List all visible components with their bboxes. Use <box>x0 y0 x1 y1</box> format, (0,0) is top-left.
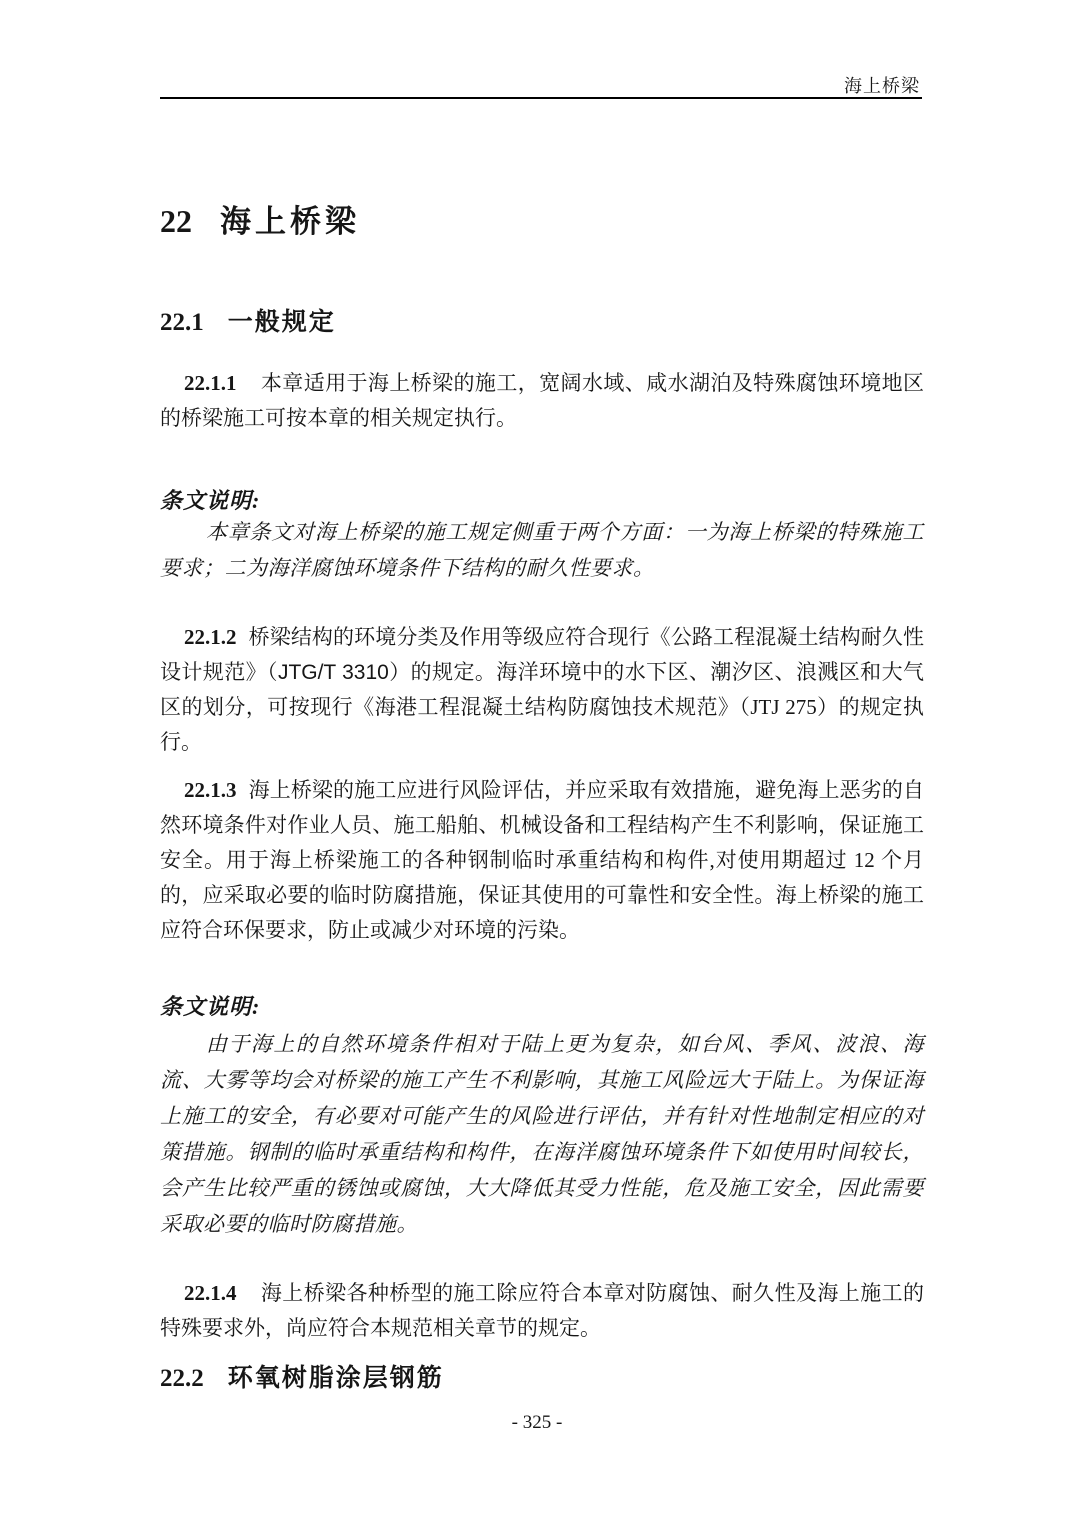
commentary-2-label: 条文说明: <box>160 994 261 1019</box>
page-header <box>160 72 920 98</box>
clause-22-1-4 <box>160 1276 924 1346</box>
clause-text: 本章适用于海上桥梁的施工，宽阔水域、咸水湖泊及特殊腐蚀环境地区的桥梁施工可按本章的相关规定执行。 <box>160 371 924 430</box>
chapter-title: 海上桥梁 <box>220 204 360 239</box>
clause-22-1-1 <box>160 366 924 436</box>
chapter-heading <box>160 196 360 241</box>
chapter-number: 22 <box>160 203 192 239</box>
clause-number: 22.1.2 <box>184 625 237 649</box>
clause-22-1-3 <box>160 773 924 948</box>
clause-22-1-2 <box>160 620 924 760</box>
section-title: 一般规定 <box>227 308 336 336</box>
running-title: 海上桥梁 <box>844 76 920 96</box>
section-title: 环氧树脂涂层钢筋 <box>227 1364 444 1392</box>
clause-text-part2: ）的规定。海洋环境中的水下区、潮汐区、浪溅区和大气区的划分，可按现行《海港工程混凝土结构防腐蚀技术规范》（JTJ 275）的规定执行。 <box>160 660 924 754</box>
standard-code: JTG/T 3310 <box>277 661 389 684</box>
section-number: 22.2 <box>160 1365 204 1392</box>
section-number: 22.1 <box>160 309 204 336</box>
page-footer <box>0 1412 1074 1434</box>
clause-text-part1: 桥梁结构的环境分类及作用等级应符合现行《公路工程混凝土结构耐久性设计规范》（ <box>160 625 924 684</box>
section-heading-22-2 <box>160 1358 444 1394</box>
clause-number: 22.1.3 <box>184 778 237 802</box>
commentary-1-text: 本章条文对海上桥梁的施工规定侧重于两个方面：一为海上桥梁的特殊施工要求；二为海洋腐蚀环境条件下结构的耐久性要求。 <box>160 520 924 580</box>
section-heading-22-1 <box>160 302 336 338</box>
commentary-1-label: 条文说明: <box>160 488 261 513</box>
commentary-2-text: 由于海上的自然环境条件相对于陆上更为复杂，如台风、季风、波浪、海流、大雾等均会对桥梁的施工产生不利影响，其施工风险远大于陆上。为保证海上施工的安全，有必要对可能产生的风险进行评估，并有针对性地制定相应的对策措施。钢制的临时承重结构和构件，在海洋腐蚀环境条件下如使用时间较长，会产生比较严重的锈蚀或腐蚀，大大降低其受力性能，危及施工安全，因此需要采取必要的临时防腐措施。 <box>160 1032 924 1236</box>
header-rule <box>160 97 922 99</box>
page-number: - 325 - <box>511 1412 563 1433</box>
clause-number: 22.1.4 <box>184 1281 237 1305</box>
clause-text: 海上桥梁各种桥型的施工除应符合本章对防腐蚀、耐久性及海上施工的特殊要求外，尚应符合本规范相关章节的规定。 <box>160 1281 924 1340</box>
clause-text: 海上桥梁的施工应进行风险评估，并应采取有效措施，避免海上恶劣的自然环境条件对作业人员、施工船舶、机械设备和工程结构产生不利影响，保证施工安全。用于海上桥梁施工的各种钢制临时承重结构和构件,对使用期超过 12 个月的，应采取必要的临时防腐措施，保证其使用的可靠性和安全性。海上桥梁的施工应符合环保要求，防止或减少对环境的污染。 <box>160 778 924 942</box>
clause-number: 22.1.1 <box>184 371 237 395</box>
